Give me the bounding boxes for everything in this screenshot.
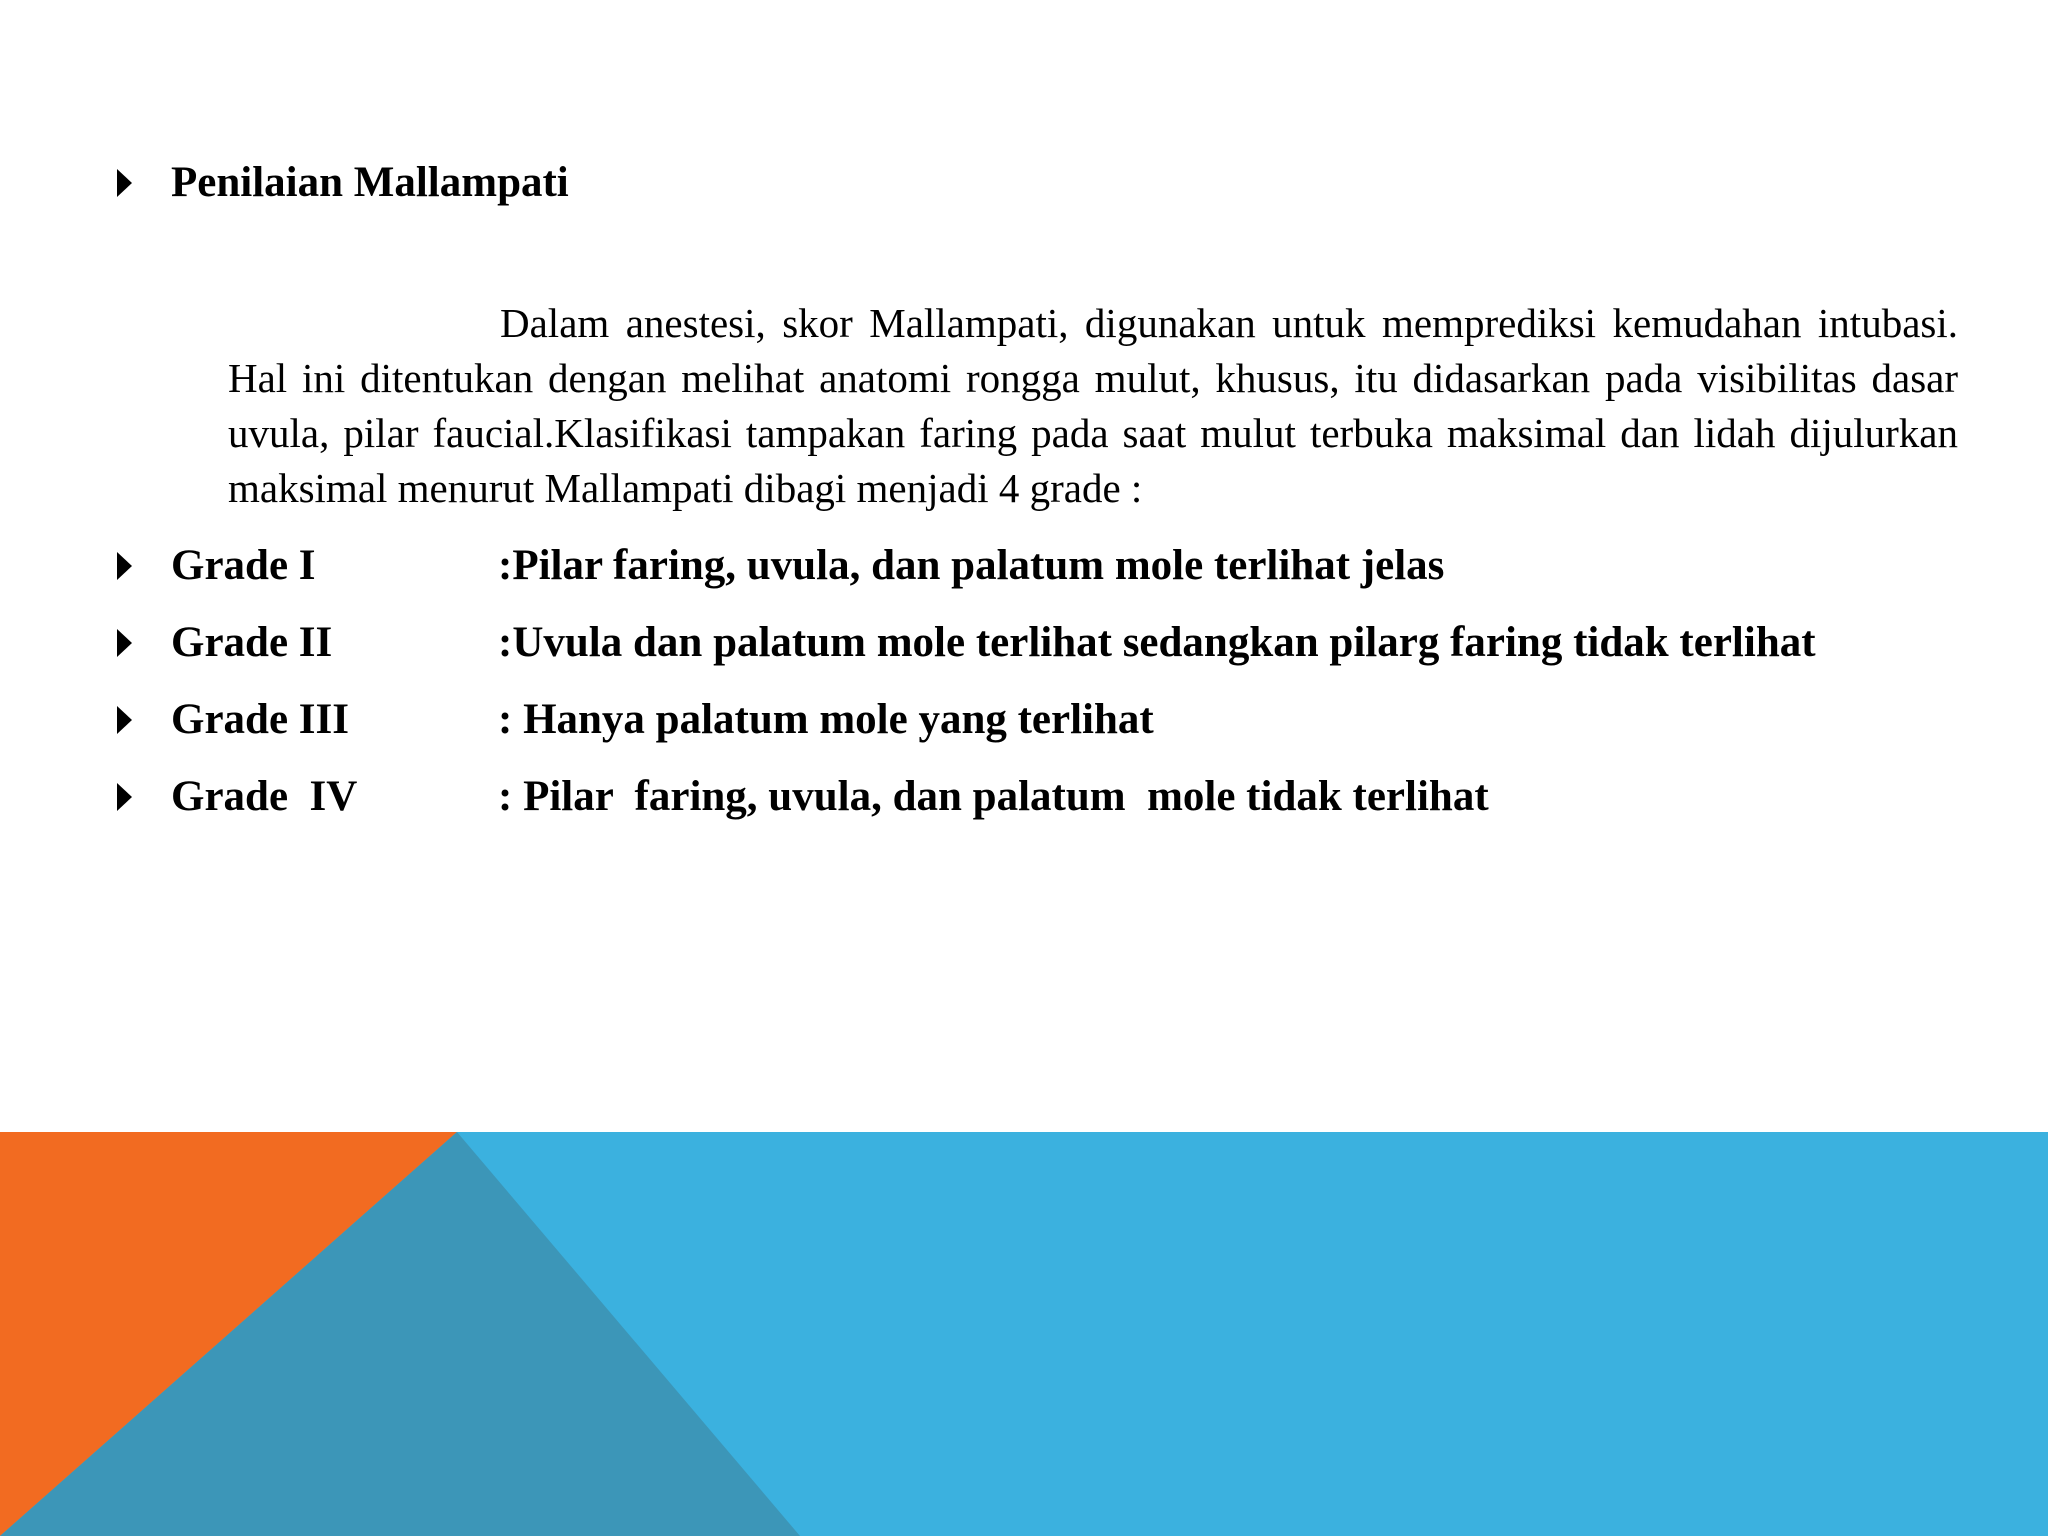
grade-item xyxy=(0,769,2048,825)
grade-label: Grade I xyxy=(171,542,316,589)
footer-decoration xyxy=(0,1132,2048,1536)
grade-label: Grade IV xyxy=(171,773,358,820)
grade-item xyxy=(0,538,2048,594)
triangle-bullet-icon xyxy=(117,169,132,197)
grade-item xyxy=(0,692,2048,748)
grade-description: : Hanya palatum mole yang terlihat xyxy=(498,696,1154,743)
grade-label: Grade III xyxy=(171,696,349,743)
grade-description: : Pilar faring, uvula, dan palatum mole tidak terlihat xyxy=(498,773,1489,820)
triangle-bullet-icon xyxy=(117,783,132,811)
grade-description: :Pilar faring, uvula, dan palatum mole terlihat jelas xyxy=(498,542,1445,589)
body-paragraph: Dalam anestesi, skor Mallampati, digunakan untuk memprediksi kemudahan intubasi. Hal ini ditentukan dengan melihat anatomi rongga mulut, khusus, itu didasarkan pada visibilitas dasar uvula, pilar faucial.Klasifikasi tampakan faring pada saat mulut terbuka maksimal dan lidah dijulurkan maksimal menurut Mallampati dibagi menjadi 4 grade : xyxy=(228,300,1958,511)
triangle-bullet-icon xyxy=(117,552,132,580)
grade-item xyxy=(0,615,2048,671)
triangle-bullet-icon xyxy=(117,629,132,657)
grade-label: Grade II xyxy=(171,619,333,666)
grade-description: :Uvula dan palatum mole terlihat sedangkan pilarg faring tidak terlihat xyxy=(498,619,1816,666)
triangle-bullet-icon xyxy=(117,706,132,734)
slide-heading: Penilaian Mallampati xyxy=(171,159,569,206)
